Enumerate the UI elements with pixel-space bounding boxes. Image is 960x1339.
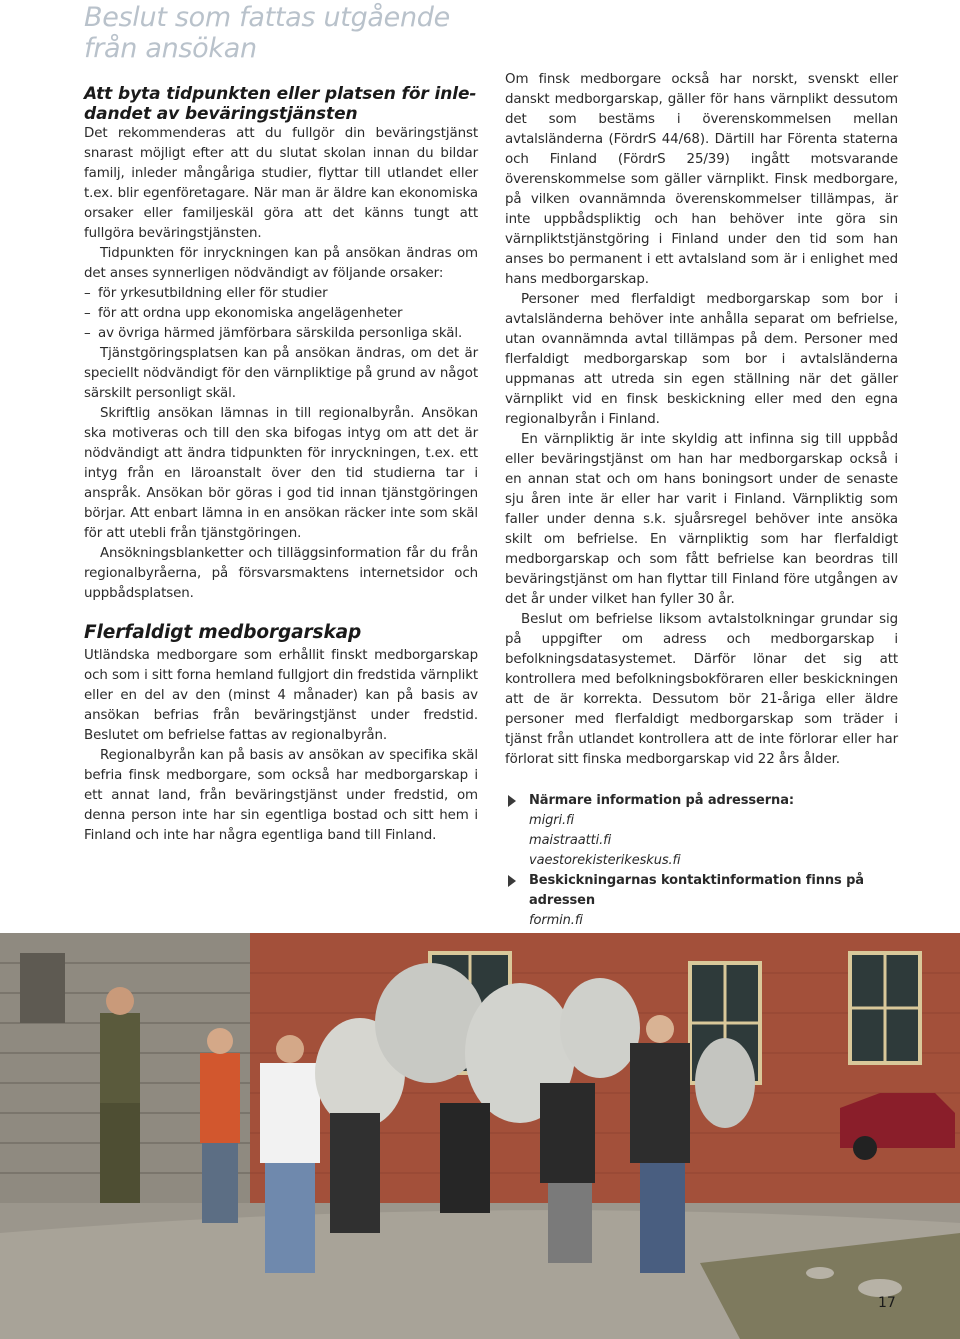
left-column	[84, 84, 478, 846]
photo-illustration	[0, 933, 960, 1339]
photo-recruits-carrying-bags	[0, 933, 960, 1339]
list-item: – för att ordna upp ekonomiska angelägenheter	[84, 304, 478, 324]
section-title-change-time-place	[84, 84, 478, 124]
paragraph-population-register: Beslut om befrielse liksom avtalstolkningar grundar sig på uppgifter om adress och medborgarskap i befolkningsdatasystemet. Därför lönar det sig att kontrollera med befolkningsbokföraren eller beskickningen att de är korrekta. Dessutom bör 21-åriga eller äldre personer med flerfaldigt medborgarskap som träder i tjänst från utlandet kontrollera att de inte förlorar eller har förlorat sitt finska medborgarskap vid 22 års ålder.	[505, 612, 898, 767]
paragraph-seven-year-rule: En värnpliktig är inte skyldig att infinna sig till uppbåd eller beväringstjänst om han har medborgarskap också i en annan stat och om hans boningsort under de senaste sju åren inte är eller har varit i Finland. Värnpliktig som faller under denna s.k. sjuårsregel behöver inte ansöka skilt om befrielse. En värnpliktig som har flerfaldigt medborgarskap och som fått befrielse kan beordras till beväringstjänst om han flyttar till Finland före utgången av det år under vilket han fyller 30 år.	[505, 432, 898, 607]
page-number: 17	[878, 1295, 896, 1311]
triangle-bullet-icon	[508, 795, 516, 807]
info-item-embassies	[505, 871, 898, 931]
right-column	[505, 70, 898, 931]
section-title-multiple-citizenship: Flerfaldigt medborgarskap	[84, 622, 362, 643]
paragraph-forms: Ansökningsblanketter och tilläggsinformation får du från regionalbyråerna, på försvarsmaktens internetsidor och uppbådsplatsen.	[84, 546, 478, 601]
section-title-line-1: Att byta tidpunkten eller platsen för inle-	[84, 84, 477, 104]
list-item: – av övriga härmed jämförbara särskilda personliga skäl.	[84, 324, 478, 344]
paragraph-reasons-intro: Tidpunkten för inryckningen kan på ansökan ändras om det anses synnerligen nödvändigt av följande orsaker:	[84, 246, 478, 281]
page-heading-line-2: från ansökan	[84, 33, 257, 64]
link-migri[interactable]: migri.fi	[529, 813, 575, 828]
info-label: Närmare information på adresserna:	[529, 793, 794, 808]
list-item: – för yrkesutbildning eller för studier	[84, 284, 478, 304]
section-title-line-2: dandet av beväringstjänsten	[84, 104, 358, 124]
reasons-list	[84, 284, 478, 344]
paragraph-residents-abroad: Personer med flerfaldigt medborgarskap som bor i avtalsländerna behöver inte anhålla separat om befrielse, utan ovannämnda avtal tillämpas på dem. Personer med flerfaldigt medborgarskap som bor i avtalsländerna uppmanas att utreda sin egen ställning när det gäller värnplikt vid en finsk beskickning eller med den egna regionalbyrån i Finland.	[505, 292, 898, 427]
paragraph-regional-office: Regionalbyrån kan på basis av ansökan av specifika skäl befria finsk medborgare, som också har medborgarskap i ett annat land, från beväringstjänst under fredstid, om denna person inte har sin egentliga bostad och sitt hem i Finland och inte har några egentliga band till Finland.	[84, 748, 478, 843]
paragraph-foreign-citizens: Utländska medborgare som erhållit finskt medborgarskap och som i sitt forna hemland fullgjort din fredstida värnplikt eller en del av den (minst 4 månader) kan på basis av ansökan befrias från beväringstjänst under fredstid. Beslutet om befrielse fattas av regionalbyrån.	[84, 648, 478, 743]
info-block	[505, 791, 898, 931]
link-formin[interactable]: formin.fi	[529, 913, 583, 928]
paragraph-written-application: Skriftlig ansökan lämnas in till regionalbyrån. Ansökan ska motiveras och till den ska bifogas intyg om att det är nödvändigt att ändra tidpunkten för inryckningen, t.ex. ett intyg från en läroanstalt över den tid studierna tar i anspråk. Ansökan bör göras i god tid innan tjänstgöringen börjar. Att enbart lämna in en ansökan räcker inte som skäl för att utebli från tjänstgöringen.	[84, 406, 478, 541]
paragraph-service-place: Tjänstgöringsplatsen kan på ansökan ändras, om det är speciellt nödvändigt för den värnpliktige på grund av något särskilt personligt skäl.	[84, 346, 478, 401]
triangle-bullet-icon	[508, 875, 516, 887]
link-maistraatti[interactable]: maistraatti.fi	[529, 833, 612, 848]
page-heading-line-1: Beslut som fattas utgående	[84, 2, 450, 33]
info-label: Beskickningarnas kontaktinformation finns på adressen	[529, 873, 864, 908]
info-item-addresses	[505, 791, 898, 871]
paragraph-nordic-agreement: Om finsk medborgare också har norskt, svenskt eller danskt medborgarskap, gäller för hans värnplikt dessutom det som bestäms i överenskommelsen mellan avtalsländerna (FördrS 44/68). Därtill har Förenta staterna och Finland (FördrS 25/39) ingått motsvarande överenskommelse som gäller värnplikt. Finsk medborgare, på vilken ovannämnda överenskommelser tillämpas, är inte uppbådspliktig och han behöver inte göra sin värnpliktstjänstgöring i Finland under den tid som han anses bo permanent i ett avtalsland som är i enlighet med hans medborgarskap.	[505, 72, 898, 287]
link-vaestorekisterikeskus[interactable]: vaestorekisterikeskus.fi	[529, 853, 681, 868]
page-heading	[84, 2, 544, 64]
paragraph-recommendation: Det rekommenderas att du fullgör din beväringstjänst snarast möjligt efter att du slutat skolan innan du bildar familj, inleder mångåriga studier, flyttar till utlandet eller t.ex. blir egenföretagare. När man är äldre kan ekonomiska orsaker eller familjeskäl göra att det känns tungt att fullgöra beväringstjänsten.	[84, 126, 478, 241]
